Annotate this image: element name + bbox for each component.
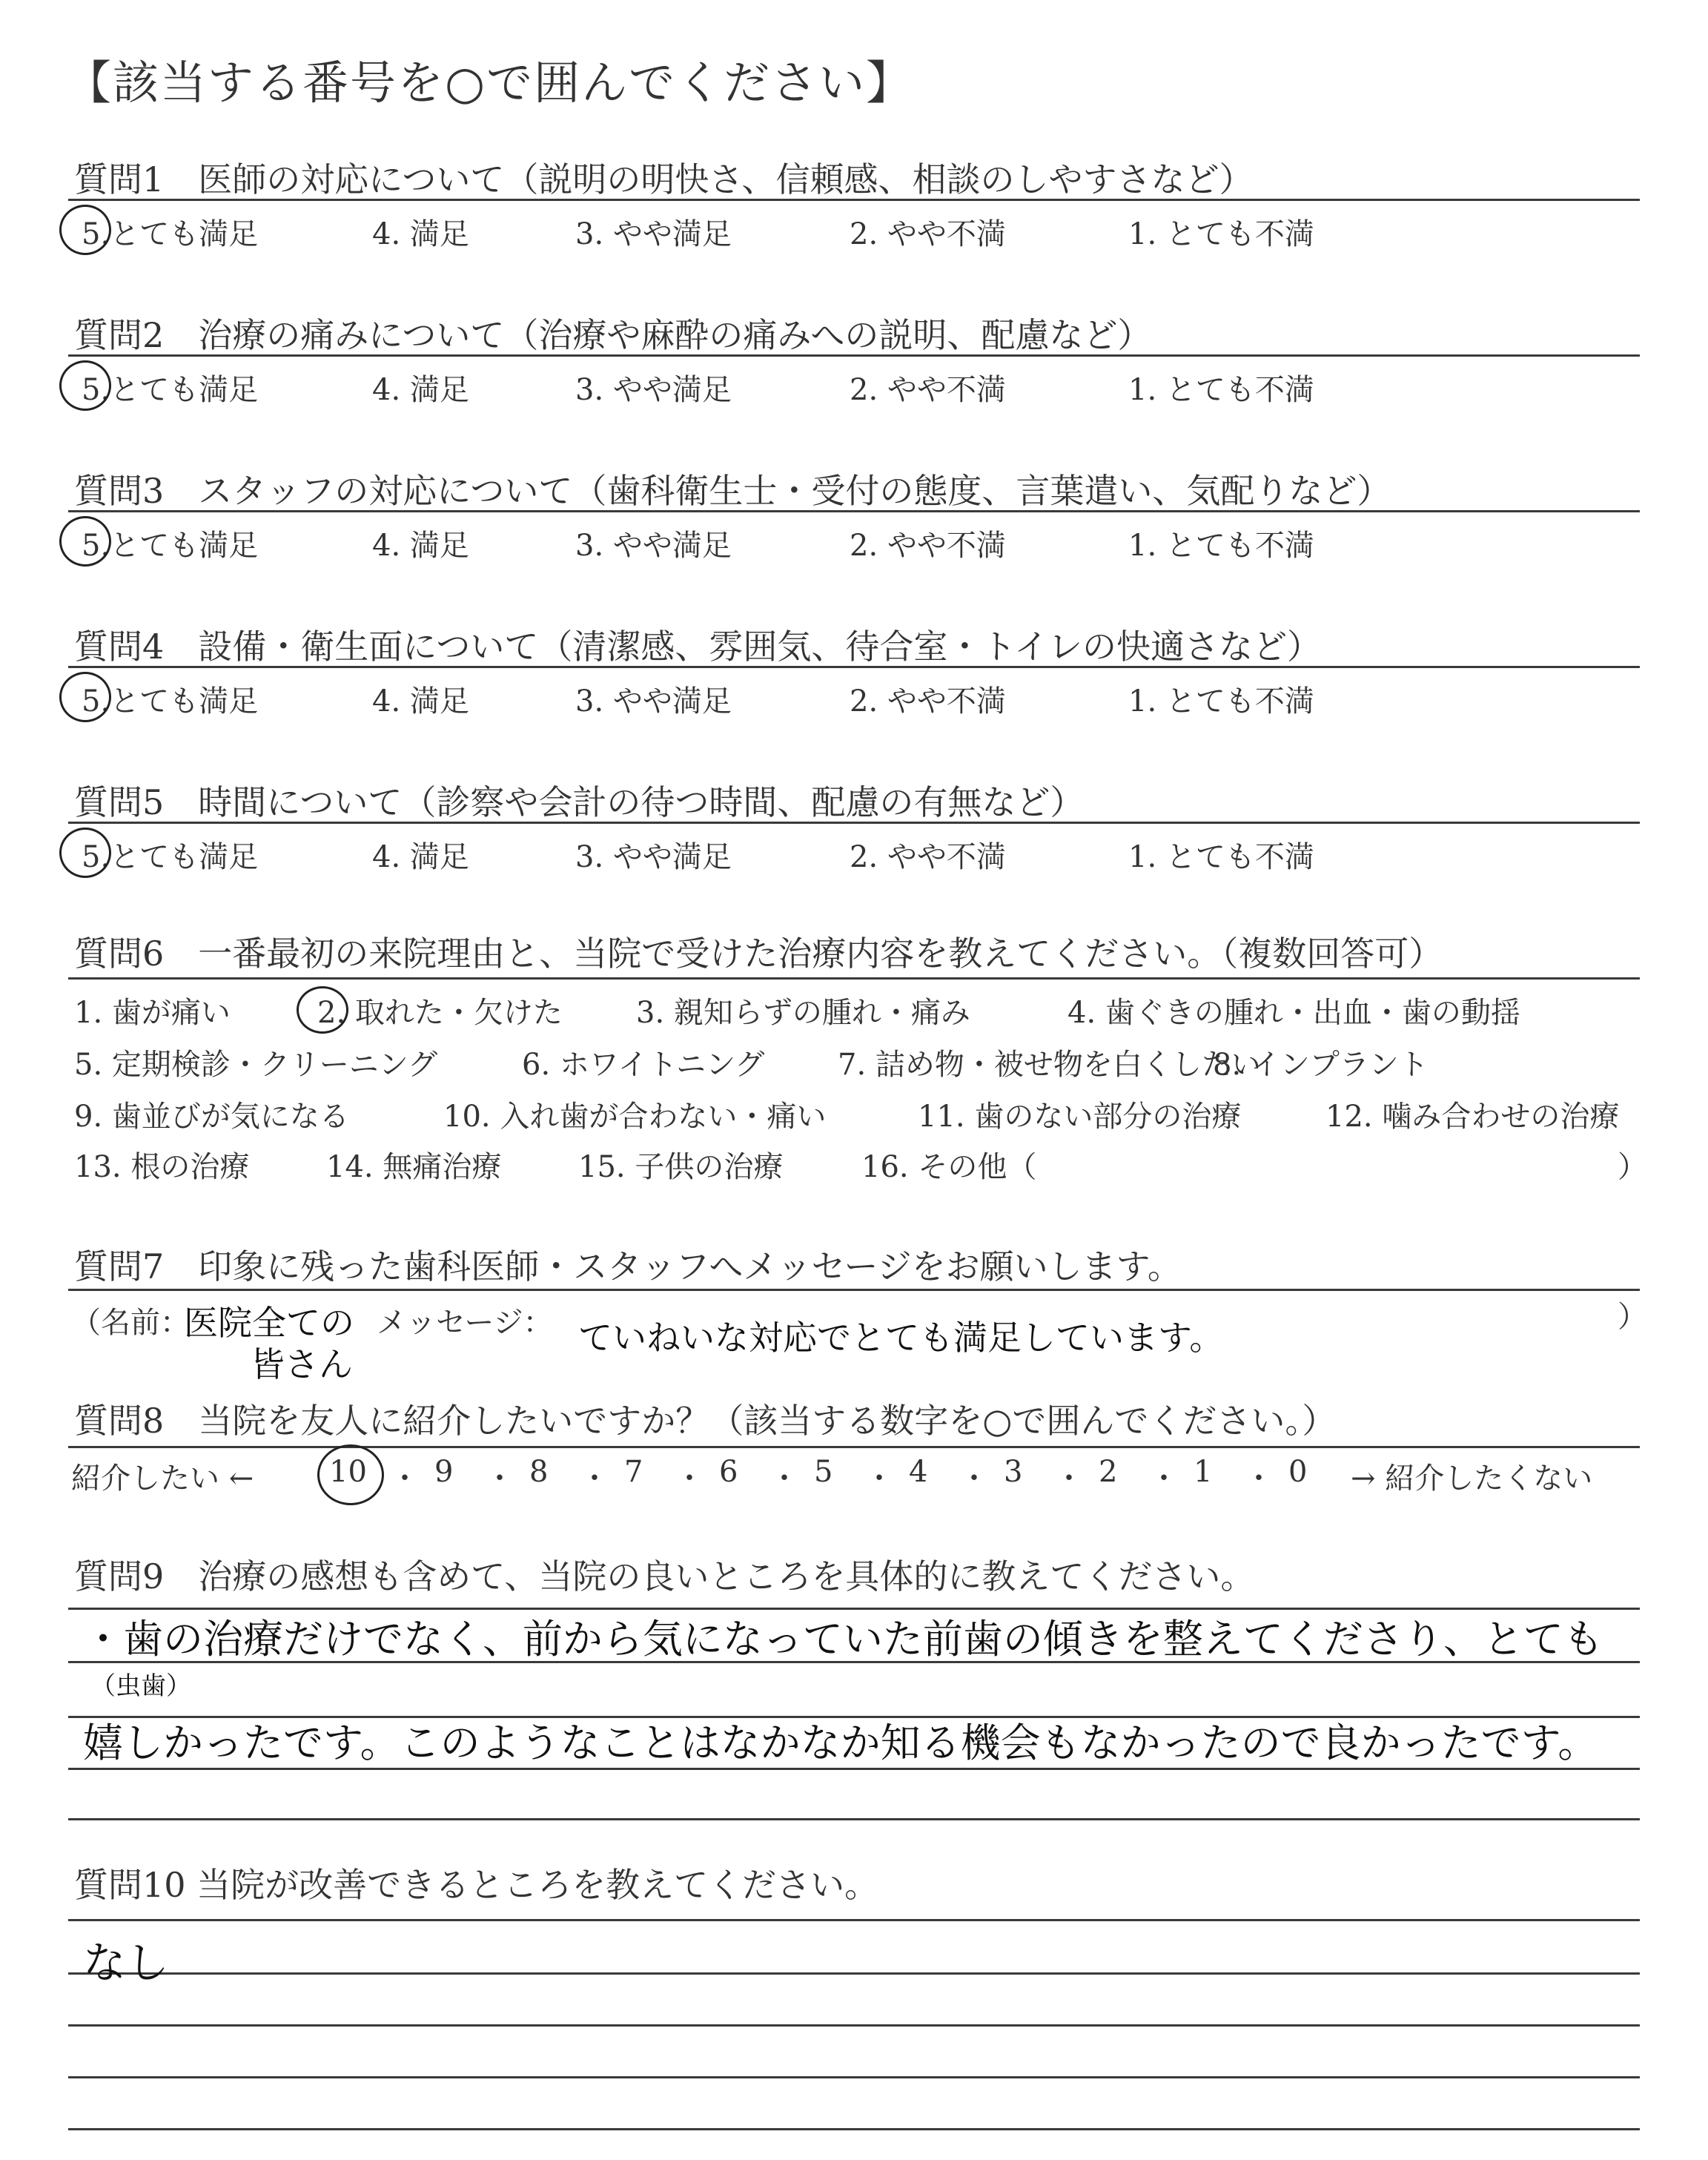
q6-option-4[interactable]: 4. 歯ぐきの腫れ・出血・歯の動揺 bbox=[1068, 996, 1520, 1030]
q4-title: 質問4 設備・衛生面について（清潔感、雰囲気、待合室・トイレの快適さなど） bbox=[74, 627, 1322, 667]
q6-option-9[interactable]: 9. 歯並びが気になる bbox=[74, 1100, 349, 1134]
q2-option-3[interactable]: 3. やや満足 bbox=[575, 373, 732, 407]
q3-option-1[interactable]: 1. とても不満 bbox=[1128, 529, 1314, 563]
q6-option-15[interactable]: 15. 子供の治療 bbox=[578, 1150, 784, 1184]
q8-score-9[interactable]: 9 bbox=[434, 1455, 454, 1489]
q6-option-13[interactable]: 13. 根の治療 bbox=[74, 1150, 250, 1184]
q6-option-1[interactable]: 1. 歯が痛い bbox=[74, 996, 231, 1030]
q1-option-4[interactable]: 4. 満足 bbox=[372, 217, 469, 251]
q8-separator: ・ bbox=[580, 1462, 609, 1496]
q1-option-2[interactable]: 2. やや不満 bbox=[850, 217, 1006, 251]
q8-score-8[interactable]: 8 bbox=[529, 1455, 549, 1489]
q8-score-7[interactable]: 7 bbox=[624, 1455, 643, 1489]
q5-option-4[interactable]: 4. 満足 bbox=[372, 840, 469, 874]
q4-option-1[interactable]: 1. とても不満 bbox=[1128, 684, 1314, 719]
q8-title: 質問8 当院を友人に紹介したいですか？（該当する数字を○で囲んでください。） bbox=[74, 1401, 1337, 1441]
q3-option-5[interactable]: 5.とても満足 bbox=[82, 529, 259, 563]
q7-close-paren: ） bbox=[1618, 1300, 1647, 1334]
q8-score-6[interactable]: 6 bbox=[719, 1455, 738, 1489]
q10-title: 質問10 当院が改善できるところを教えてください。 bbox=[74, 1865, 879, 1905]
q4-option-2[interactable]: 2. やや不満 bbox=[850, 684, 1006, 719]
q8-score-0[interactable]: 0 bbox=[1288, 1455, 1308, 1489]
q8-score-2[interactable]: 2 bbox=[1099, 1455, 1118, 1489]
q3-option-4[interactable]: 4. 満足 bbox=[372, 529, 469, 563]
q1-option-5[interactable]: 5.とても満足 bbox=[82, 217, 259, 251]
q8-score-1[interactable]: 1 bbox=[1194, 1455, 1213, 1489]
q6-option-5[interactable]: 5. 定期検診・クリーニング bbox=[74, 1048, 438, 1082]
q6-option-2[interactable]: 2. 取れた・欠けた bbox=[317, 996, 563, 1030]
q7-name-value-line1: 医院全ての bbox=[184, 1303, 354, 1343]
form-header: 【該当する番号を○で囲んでください】 bbox=[65, 56, 914, 110]
q6-option-10[interactable]: 10. 入れ歯が合わない・痛い bbox=[443, 1100, 827, 1134]
q10-rule-4 bbox=[68, 2076, 1640, 2078]
q8-separator: ・ bbox=[769, 1462, 799, 1496]
q6-option-7[interactable]: 7. 詰め物・被せ物を白くしたい bbox=[838, 1048, 1261, 1082]
q6-option-14[interactable]: 14. 無痛治療 bbox=[326, 1150, 502, 1184]
q2-option-2[interactable]: 2. やや不満 bbox=[850, 373, 1006, 407]
q6-option-12[interactable]: 12. 噛み合わせの治療 bbox=[1325, 1100, 1620, 1134]
q7-title: 質問7 印象に残った歯科医師・スタッフへメッセージをお願いします。 bbox=[74, 1246, 1182, 1287]
q1-selected-circle bbox=[59, 205, 111, 255]
q8-separator: ・ bbox=[1149, 1462, 1179, 1496]
q8-rule bbox=[68, 1446, 1640, 1448]
q10-rule-2 bbox=[68, 1972, 1640, 1975]
q6-option-16[interactable]: 16. その他（ bbox=[861, 1150, 1037, 1184]
q8-separator: ・ bbox=[1054, 1462, 1084, 1496]
q9-answer-line2: 嬉しかったです。このようなことはなかなか知る機会もなかったので良かったです。 bbox=[83, 1720, 1598, 1766]
q10-rule-3 bbox=[68, 2024, 1640, 2027]
q4-option-3[interactable]: 3. やや満足 bbox=[575, 684, 732, 719]
q8-score-3[interactable]: 3 bbox=[1004, 1455, 1023, 1489]
q3-selected-circle bbox=[59, 516, 111, 567]
q5-option-2[interactable]: 2. やや不満 bbox=[850, 840, 1006, 874]
q8-separator: ・ bbox=[390, 1462, 420, 1496]
q4-selected-circle bbox=[59, 672, 111, 722]
q5-selected-circle bbox=[59, 828, 111, 878]
q3-rule bbox=[68, 510, 1640, 512]
q1-option-3[interactable]: 3. やや満足 bbox=[575, 217, 732, 251]
q6-title: 質問6 一番最初の来院理由と、当院で受けた治療内容を教えてください。（複数回答可） bbox=[74, 934, 1443, 974]
q5-option-5[interactable]: 5.とても満足 bbox=[82, 840, 259, 874]
q8-separator: ・ bbox=[675, 1462, 704, 1496]
q2-option-5[interactable]: 5.とても満足 bbox=[82, 373, 259, 407]
q9-title: 質問9 治療の感想も含めて、当院の良いところを具体的に教えてください。 bbox=[74, 1556, 1255, 1596]
q1-option-1[interactable]: 1. とても不満 bbox=[1128, 217, 1314, 251]
q6-selected-circle bbox=[297, 986, 348, 1034]
q8-separator: ・ bbox=[959, 1462, 989, 1496]
q3-option-3[interactable]: 3. やや満足 bbox=[575, 529, 732, 563]
q2-selected-circle bbox=[59, 360, 111, 411]
q7-name-value-line2: 皆さん bbox=[251, 1344, 353, 1384]
q7-rule bbox=[68, 1289, 1640, 1291]
q6-rule bbox=[68, 977, 1640, 980]
q7-message-value: ていねいな対応でとても満足しています。 bbox=[578, 1318, 1224, 1358]
q6-option-6[interactable]: 6. ホワイトニング bbox=[522, 1048, 765, 1082]
q4-option-4[interactable]: 4. 満足 bbox=[372, 684, 469, 719]
q3-title: 質問3 スタッフの対応について（歯科衛生士・受付の態度、言葉遣い、気配りなど） bbox=[74, 471, 1391, 511]
q8-separator: ・ bbox=[485, 1462, 514, 1496]
q4-rule bbox=[68, 666, 1640, 668]
q3-option-2[interactable]: 2. やや不満 bbox=[850, 529, 1006, 563]
q2-option-4[interactable]: 4. 満足 bbox=[372, 373, 469, 407]
q10-rule-1 bbox=[68, 1919, 1640, 1921]
q9-answer-line1: ・歯の治療だけでなく、前から気になっていた前歯の傾きを整えてくださり、とても bbox=[83, 1616, 1603, 1662]
q6-option-11[interactable]: 11. 歯のない部分の治療 bbox=[918, 1100, 1242, 1134]
q8-left-label: 紹介したい ← bbox=[71, 1462, 254, 1496]
q2-rule bbox=[68, 354, 1640, 357]
q8-selected-circle bbox=[317, 1444, 384, 1505]
q7-name-label: （名前： bbox=[71, 1306, 190, 1340]
q6-option-8[interactable]: 8. インプラント bbox=[1213, 1048, 1429, 1082]
q8-score-10[interactable]: 10 bbox=[329, 1455, 367, 1489]
q8-separator: ・ bbox=[1244, 1462, 1274, 1496]
q7-message-label: メッセージ： bbox=[377, 1306, 553, 1340]
q5-rule bbox=[68, 822, 1640, 824]
q10-rule-5 bbox=[68, 2128, 1640, 2130]
q5-option-3[interactable]: 3. やや満足 bbox=[575, 840, 732, 874]
q6-other-close: ） bbox=[1618, 1150, 1647, 1184]
q2-title: 質問2 治療の痛みについて（治療や麻酔の痛みへの説明、配慮など） bbox=[74, 315, 1152, 355]
q6-option-3[interactable]: 3. 親知らずの腫れ・痛み bbox=[636, 996, 970, 1030]
q10-answer: なし bbox=[83, 1938, 170, 1988]
q4-option-5[interactable]: 5.とても満足 bbox=[82, 684, 259, 719]
q2-option-1[interactable]: 1. とても不満 bbox=[1128, 373, 1314, 407]
q9-answer-note: （虫歯） bbox=[90, 1671, 191, 1701]
q8-score-5[interactable]: 5 bbox=[814, 1455, 833, 1489]
q8-right-label: → 紹介したくない bbox=[1351, 1462, 1593, 1496]
q5-option-1[interactable]: 1. とても不満 bbox=[1128, 840, 1314, 874]
q1-rule bbox=[68, 199, 1640, 201]
q1-title: 質問1 医師の対応について（説明の明快さ、信頼感、相談のしやすさなど） bbox=[74, 159, 1254, 199]
q8-separator: ・ bbox=[864, 1462, 894, 1496]
q8-score-4[interactable]: 4 bbox=[909, 1455, 928, 1489]
q9-rule-5 bbox=[68, 1818, 1640, 1820]
q5-title: 質問5 時間について（診察や会計の待つ時間、配慮の有無など） bbox=[74, 782, 1085, 822]
